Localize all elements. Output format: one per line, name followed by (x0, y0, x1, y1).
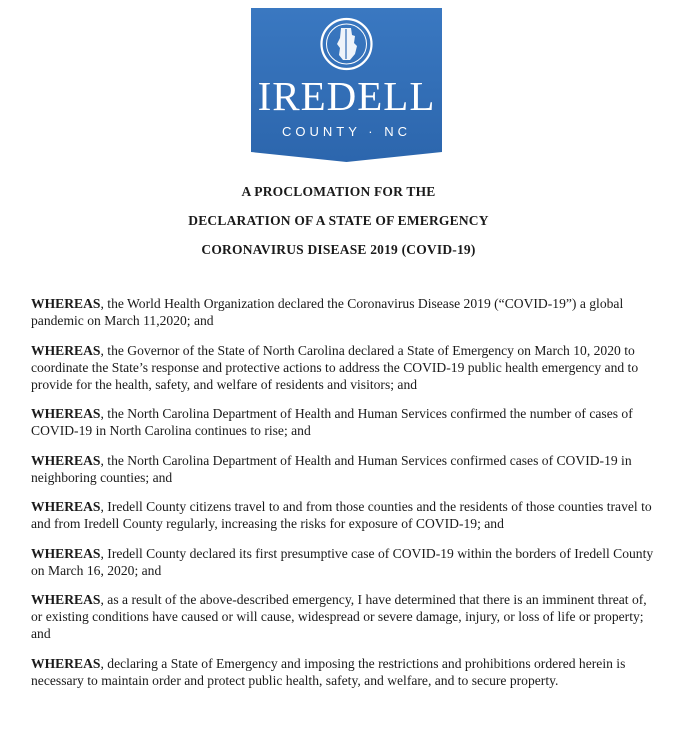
whereas-text: , the North Carolina Department of Health and Human Services confirmed the number of cases of COVID-19 in North Carolina continues to rise; and (31, 406, 633, 438)
whereas-paragraph (31, 545, 661, 579)
whereas-paragraph (31, 342, 661, 393)
county-logo-banner (251, 8, 442, 162)
whereas-text: , Iredell County citizens travel to and from those counties and the residents of those counties travel to and from Iredell County regularly, increasing the risks for exposure of COVID-19; and (31, 499, 652, 531)
whereas-lead: WHEREAS (31, 499, 101, 514)
proclamation-title (0, 177, 677, 264)
proclamation-body (31, 295, 661, 701)
whereas-text: , the Governor of the State of North Carolina declared a State of Emergency on March 10, 2020 to coordinate the State’s response and protective actions to address the COVID-19 public health emergency and to provide for the health, safety, and welfare of residents and visitors; and (31, 342, 639, 392)
whereas-lead: WHEREAS (31, 296, 101, 311)
whereas-text: , Iredell County declared its first presumptive case of COVID-19 within the borders of Iredell County on March 16, 2020; and (31, 545, 654, 578)
whereas-lead: WHEREAS (31, 452, 101, 468)
title-line-2: DECLARATION OF A STATE OF EMERGENCY (188, 213, 489, 228)
whereas-paragraph (31, 498, 661, 532)
county-logo (251, 8, 442, 162)
whereas-paragraph (31, 405, 661, 439)
whereas-lead: WHEREAS (31, 545, 101, 561)
whereas-lead: WHEREAS (31, 342, 101, 358)
whereas-text: , the World Health Organization declared the Coronavirus Disease 2019 (“COVID-19”) a global pandemic on March 11,2020; and (31, 296, 624, 328)
whereas-paragraph (31, 452, 661, 486)
logo-name: IREDELL (257, 73, 436, 119)
title-line-3: CORONAVIRUS DISEASE 2019 (COVID-19) (201, 242, 476, 257)
whereas-lead: WHEREAS (31, 592, 101, 607)
whereas-lead: WHEREAS (31, 406, 101, 421)
whereas-text: , as a result of the above-described emergency, I have determined that there is an imminent threat of, or existing conditions have caused or will cause, widespread or severe damage, injury, or loss of life or property; and (31, 592, 647, 641)
logo-subtitle: COUNTY · NC (282, 124, 411, 139)
whereas-paragraph (31, 655, 661, 689)
whereas-text: , the North Carolina Department of Health and Human Services confirmed cases of COVID-19 in neighboring counties; and (31, 452, 632, 485)
title-line-1: A PROCLOMATION FOR THE (241, 184, 436, 199)
whereas-text: , declaring a State of Emergency and imposing the restrictions and prohibitions ordered herein is necessary to maintain order and protect public health, safety, and welfare, and to secure property. (31, 655, 626, 688)
whereas-lead: WHEREAS (31, 655, 101, 671)
whereas-paragraph (31, 591, 661, 642)
whereas-paragraph (31, 295, 661, 329)
